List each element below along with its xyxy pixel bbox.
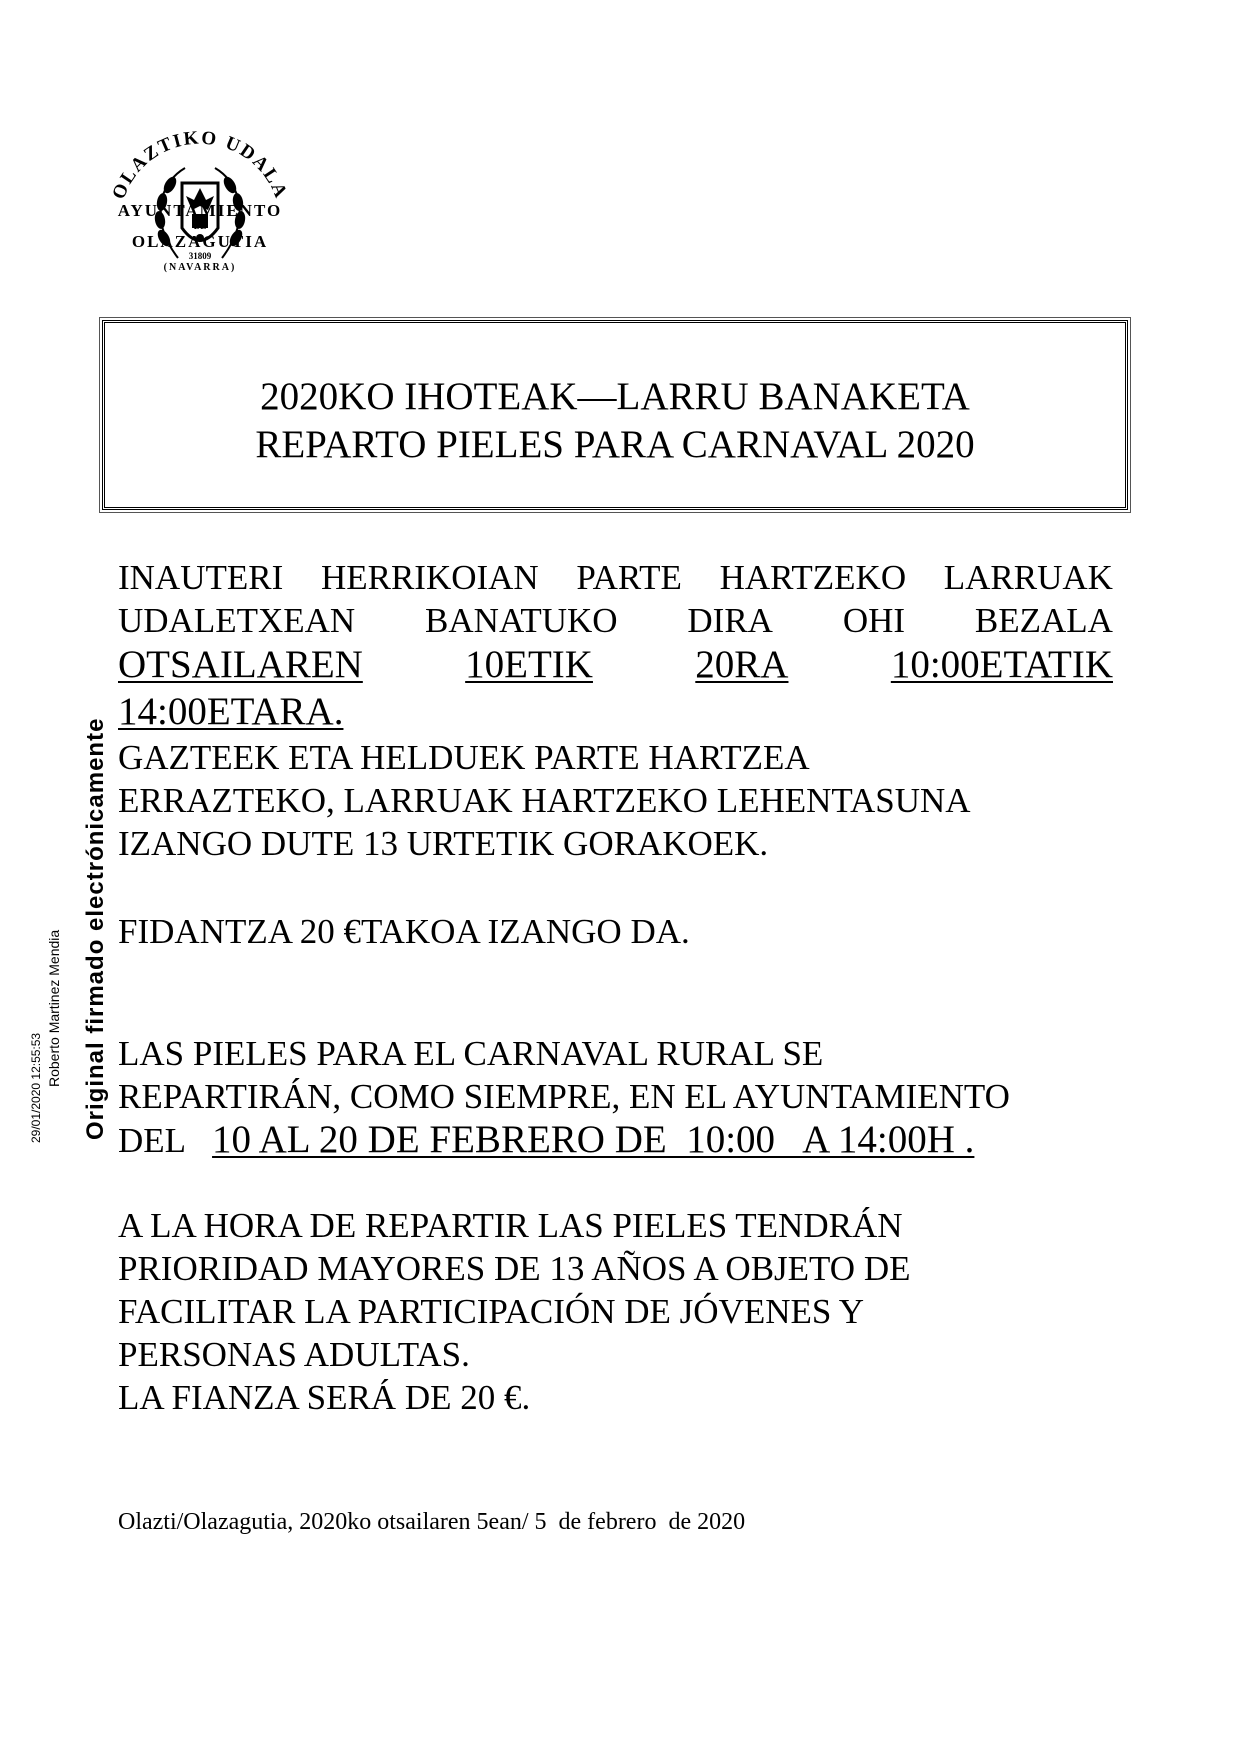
spanish-line-1: LAS PIELES PARA EL CARNAVAL RURAL SE: [118, 1034, 824, 1073]
spanish-deposit: LA FIANZA SERÁ DE 20 €.: [118, 1378, 531, 1417]
place-and-date: Olazti/Olazagutia, 2020ko otsailaren 5ean/ 5 de febrero de 2020: [118, 1509, 746, 1535]
seal-line-ayuntamiento: AYUNTAMIENTO: [117, 201, 283, 220]
word: OTSAILAREN: [118, 643, 363, 686]
electronic-signature-stamp: Original firmado electrónicamente: [82, 717, 109, 1140]
spanish-line-7: PERSONAS ADULTAS.: [118, 1335, 470, 1374]
word: INAUTERI: [118, 558, 284, 597]
svg-text:OLAZTIKO UDALA: OLAZTIKO UDALA: [108, 127, 292, 203]
seal-line-postcode: 31809: [188, 251, 212, 261]
word: PARTE: [576, 558, 682, 597]
word: LARRUAK: [943, 558, 1113, 597]
spanish-line-4: A LA HORA DE REPARTIR LAS PIELES TENDRÁN: [118, 1206, 903, 1245]
word: 10:00ETATIK: [890, 643, 1113, 686]
basque-line-2: [118, 603, 1113, 638]
title-spanish: REPARTO PIELES PARA CARNAVAL 2020: [255, 423, 975, 466]
spanish-line-3-prefix: DEL: [118, 1121, 187, 1160]
basque-line-5: GAZTEEK ETA HELDUEK PARTE HARTZEA: [118, 738, 810, 777]
basque-line-3-dates: [118, 645, 1113, 684]
signature-timestamp: 29/01/2020 12:55:53: [29, 1032, 43, 1143]
spanish-line-3-dates: 10 AL 20 DE FEBRERO DE 10:00 A 14:00H .: [212, 1118, 975, 1161]
seal-line-de: DE: [193, 221, 207, 231]
seal-line-olazagutia: OLAZAGUTIA: [131, 232, 269, 251]
basque-line-1: [118, 560, 1113, 595]
word: 20RA: [695, 643, 789, 686]
word: BEZALA: [974, 601, 1113, 640]
signer-name: Roberto Martinez Mendia: [46, 929, 62, 1087]
word: 10ETIK: [465, 643, 593, 686]
spanish-line-6: FACILITAR LA PARTICIPACIÓN DE JÓVENES Y: [118, 1292, 865, 1331]
spanish-line-2: REPARTIRÁN, COMO SIEMPRE, EN EL AYUNTAMIENTO: [118, 1077, 1010, 1116]
basque-deposit: FIDANTZA 20 €TAKOA IZANGO DA.: [118, 912, 690, 951]
seal-caption: [0, 202, 400, 273]
basque-line-7: IZANGO DUTE 13 URTETIK GORAKOEK.: [118, 824, 769, 863]
title-box: [102, 320, 1128, 510]
word: DIRA: [687, 601, 773, 640]
seal-line-navarra: (NAVARRA): [163, 262, 237, 273]
word: HERRIKOIAN: [320, 558, 539, 597]
spanish-line-5: PRIORIDAD MAYORES DE 13 AÑOS A OBJETO DE: [118, 1249, 911, 1288]
word: HARTZEKO: [719, 558, 907, 597]
basque-line-6: ERRAZTEKO, LARRUAK HARTZEKO LEHENTASUNA: [118, 781, 971, 820]
word: BANATUKO: [425, 601, 618, 640]
word: UDALETXEAN: [118, 601, 356, 640]
spanish-line-3: [118, 1120, 974, 1159]
word: OHI: [842, 601, 906, 640]
basque-line-4-hours: 14:00ETARA.: [118, 690, 344, 733]
title-basque: 2020KO IHOTEAK—LARRU BANAKETA: [260, 375, 970, 418]
